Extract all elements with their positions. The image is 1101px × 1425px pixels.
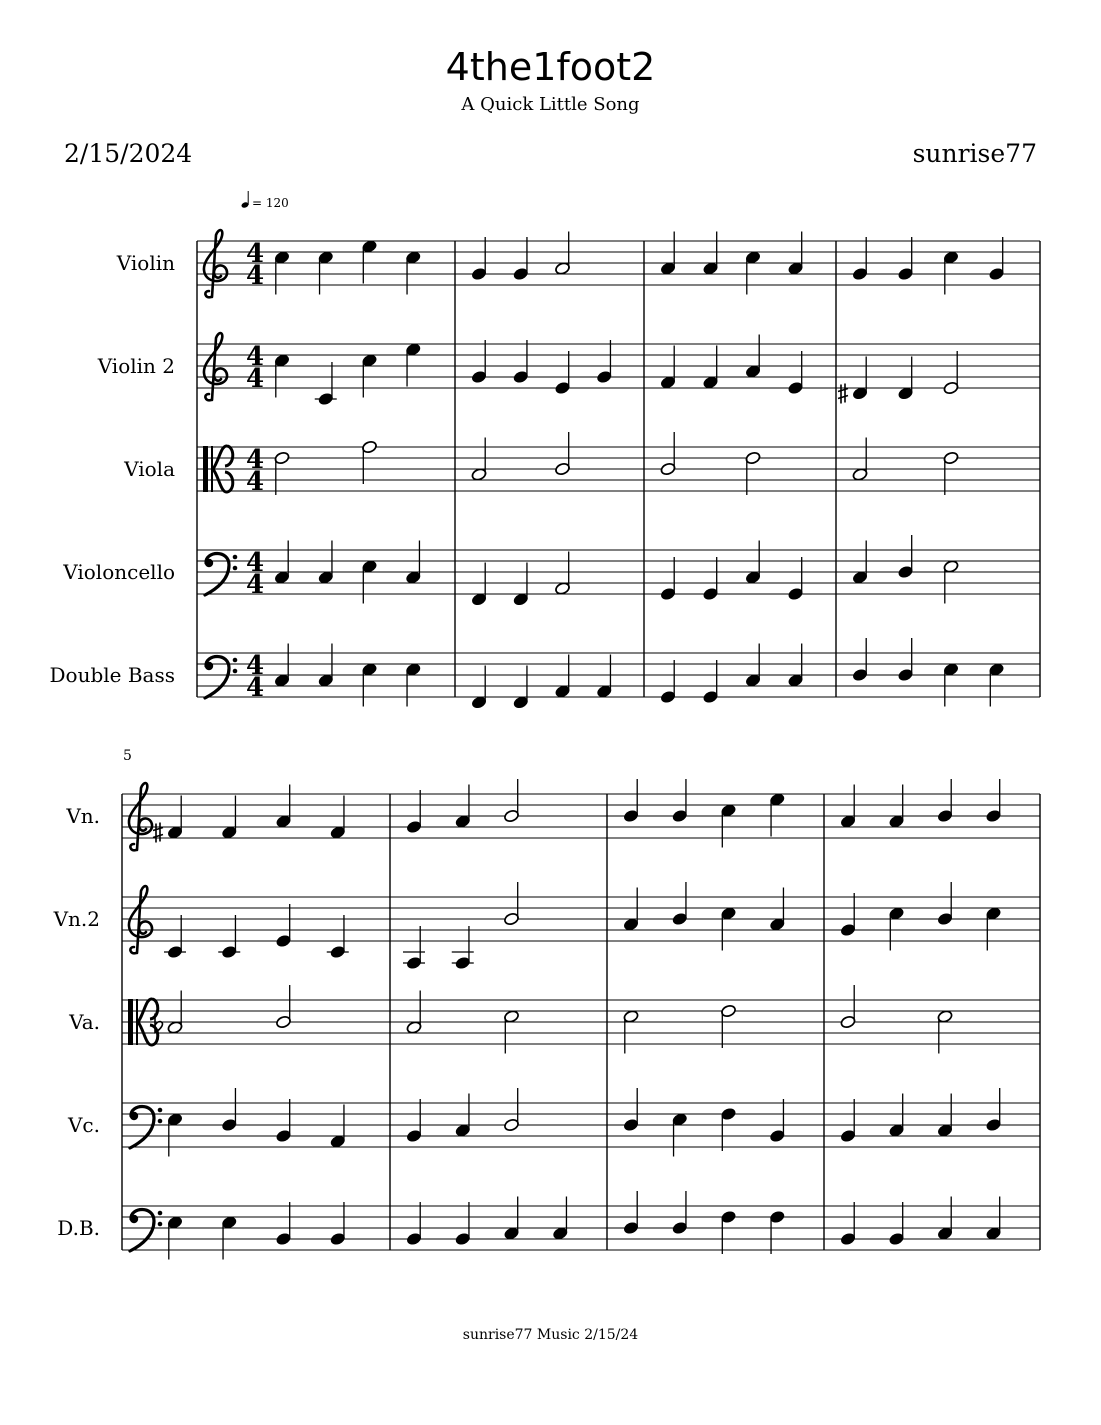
tempo-marking: = 120 [252, 196, 289, 210]
instrument-label: Vn. [66, 804, 100, 828]
time-signature-bottom: 4 [245, 364, 265, 394]
footer-text: sunrise77 Music 2/15/24 [462, 1327, 639, 1343]
bass-clef [158, 1222, 163, 1227]
instrument-label: D.B. [57, 1216, 100, 1240]
treble-clef [204, 230, 227, 297]
alto-clef [128, 999, 133, 1045]
sharp-accidental [838, 384, 848, 404]
time-signature-top: 4 [245, 239, 265, 269]
instrument-label: Violoncello [63, 560, 175, 584]
time-signature-bottom: 4 [245, 261, 265, 291]
bass-clef [233, 669, 238, 674]
treble-clef [129, 886, 152, 953]
alto-clef [211, 446, 213, 492]
bass-clef [158, 1211, 163, 1216]
score-subtitle: A Quick Little Song [461, 94, 640, 115]
treble-clef [204, 333, 227, 400]
composer-name: sunrise77 [912, 139, 1037, 168]
instrument-label: Violin [116, 251, 175, 275]
bass-clef [233, 566, 238, 571]
measure-number: 5 [123, 748, 132, 764]
instrument-label: Violin 2 [97, 354, 175, 378]
instrument-label: Vn.2 [53, 907, 100, 931]
score-date: 2/15/2024 [64, 139, 193, 168]
time-signature-bottom: 4 [245, 467, 265, 497]
time-signature-bottom: 4 [245, 570, 265, 600]
sharp-accidental [153, 823, 163, 843]
time-signature-top: 4 [245, 548, 265, 578]
alto-clef [203, 446, 208, 492]
time-signature-top: 4 [245, 445, 265, 475]
instrument-label: Vc. [67, 1113, 100, 1137]
alto-clef [136, 999, 138, 1045]
bass-clef [158, 1108, 163, 1113]
time-signature-bottom: 4 [245, 673, 265, 703]
bass-clef [130, 1215, 138, 1223]
score-title: 4the1foot2 [445, 45, 656, 89]
time-signature-top: 4 [245, 342, 265, 372]
instrument-label: Double Bass [49, 663, 175, 687]
bass-clef [130, 1112, 138, 1120]
instrument-label: Va. [69, 1010, 100, 1034]
bass-clef [205, 662, 213, 670]
bass-clef [205, 559, 213, 567]
time-signature-top: 4 [245, 651, 265, 681]
bass-clef [158, 1119, 163, 1124]
bass-clef [233, 555, 238, 560]
instrument-label: Viola [124, 457, 175, 481]
treble-clef [129, 783, 152, 850]
bass-clef [233, 658, 238, 663]
